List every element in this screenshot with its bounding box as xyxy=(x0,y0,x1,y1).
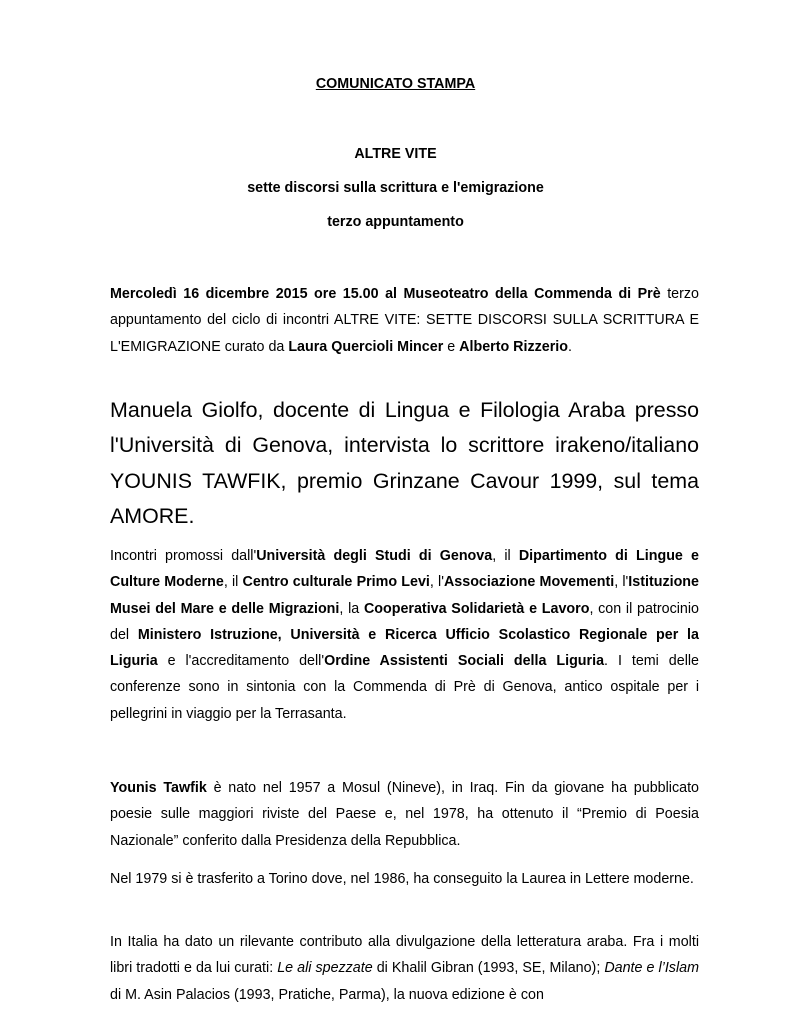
intro-paragraph xyxy=(110,281,699,360)
event-subtitle: sette discorsi sulla scrittura e l'emigrazione xyxy=(247,180,544,196)
promoters-text: , l' xyxy=(614,574,629,591)
promoters-text: e l'accreditamento dell' xyxy=(157,653,325,670)
promoter-name: Dipartimento di Lingue e Culture Moderne xyxy=(110,548,699,591)
curator-name: Laura Quercioli Mincer xyxy=(288,338,444,355)
promoter-name: Università degli Studi di Genova xyxy=(256,548,493,564)
book-title: Dante e l’Islam xyxy=(604,960,699,977)
promoters-text: , con il patrocinio del xyxy=(110,600,699,643)
promoters-text: , il xyxy=(223,574,243,591)
bio-text: è nato nel 1957 a Mosul (Nineve), in Iraq. Fin da giovane ha pubblicato poesie sulle maggiori riviste del Paese e, nel 1978, ha ottenuto il “Premio di Poesia Nazionale” conferito dalla Presidenza della Repubblica. xyxy=(110,780,699,849)
highlight-paragraph: Manuela Giolfo, docente di Lingua e Filologia Araba presso l'Università di Genova, intervista lo scrittore irakeno/italiano YOUNIS TAWFIK, premio Grinzane Cavour 1999, sul tema AMORE. xyxy=(110,398,699,528)
author-name: Younis Tawfik xyxy=(110,780,207,796)
promoter-name: Ministero Istruzione, Università e Ricerca Ufficio Scolastico Regionale per la Liguria xyxy=(110,626,699,670)
bio-text: di M. Asin Palacios (1993, Pratiche, Parma), la nuova edizione è con xyxy=(110,986,544,1003)
promoter-name: Istituzione Musei del Mare e delle Migrazioni xyxy=(110,574,699,617)
event-title: ALTRE VITE xyxy=(354,146,437,162)
promoters-text: . I temi delle conferenze sono in sintonia con la Commenda di Prè di Genova, antico ospitale per i pellegrini in viaggio per la Terrasanta. xyxy=(110,653,699,722)
promoter-name: Associazione Movementi xyxy=(443,574,615,591)
intro-text: . xyxy=(568,338,572,355)
promoters-paragraph xyxy=(110,543,699,727)
event-date-location: Mercoledì 16 dicembre 2015 ore 15.00 al Museoteatro della Commenda di Prè xyxy=(110,286,661,302)
bio-paragraph xyxy=(110,775,699,854)
promoter-name: Cooperativa Solidarietà e Lavoro xyxy=(363,600,590,617)
book-title: Le ali spezzate xyxy=(277,960,373,977)
press-release-heading: COMUNICATO STAMPA xyxy=(315,76,476,92)
promoter-name: Ordine Assistenti Sociali della Liguria xyxy=(324,653,605,670)
promoters-text: , la xyxy=(339,600,364,617)
bio-text: di Khalil Gibran (1993, SE, Milano); xyxy=(372,960,605,977)
bio-text: In Italia ha dato un rilevante contributo alla divulgazione della letteratura araba. Fra i molti libri tradotti e da lui curati: xyxy=(110,934,699,977)
promoters-text: , il xyxy=(492,548,519,564)
intro-text: terzo appuntamento del ciclo di incontri ALTRE VITE: SETTE DISCORSI SULLA SCRITTURA E L'EMIGRAZIONE curato da xyxy=(110,286,699,355)
promoters-text: Incontri promossi dall' xyxy=(110,548,257,564)
bio-paragraph xyxy=(110,929,699,1008)
promoters-text: , l' xyxy=(429,574,444,591)
curator-name: Alberto Rizzerio xyxy=(459,338,568,355)
intro-text: e xyxy=(443,338,460,355)
promoter-name: Centro culturale Primo Levi xyxy=(242,574,430,591)
bio-paragraph: Nel 1979 si è trasferito a Torino dove, nel 1986, ha conseguito la Laurea in Lettere moderne. xyxy=(110,871,694,887)
appointment-label: terzo appuntamento xyxy=(327,214,464,230)
